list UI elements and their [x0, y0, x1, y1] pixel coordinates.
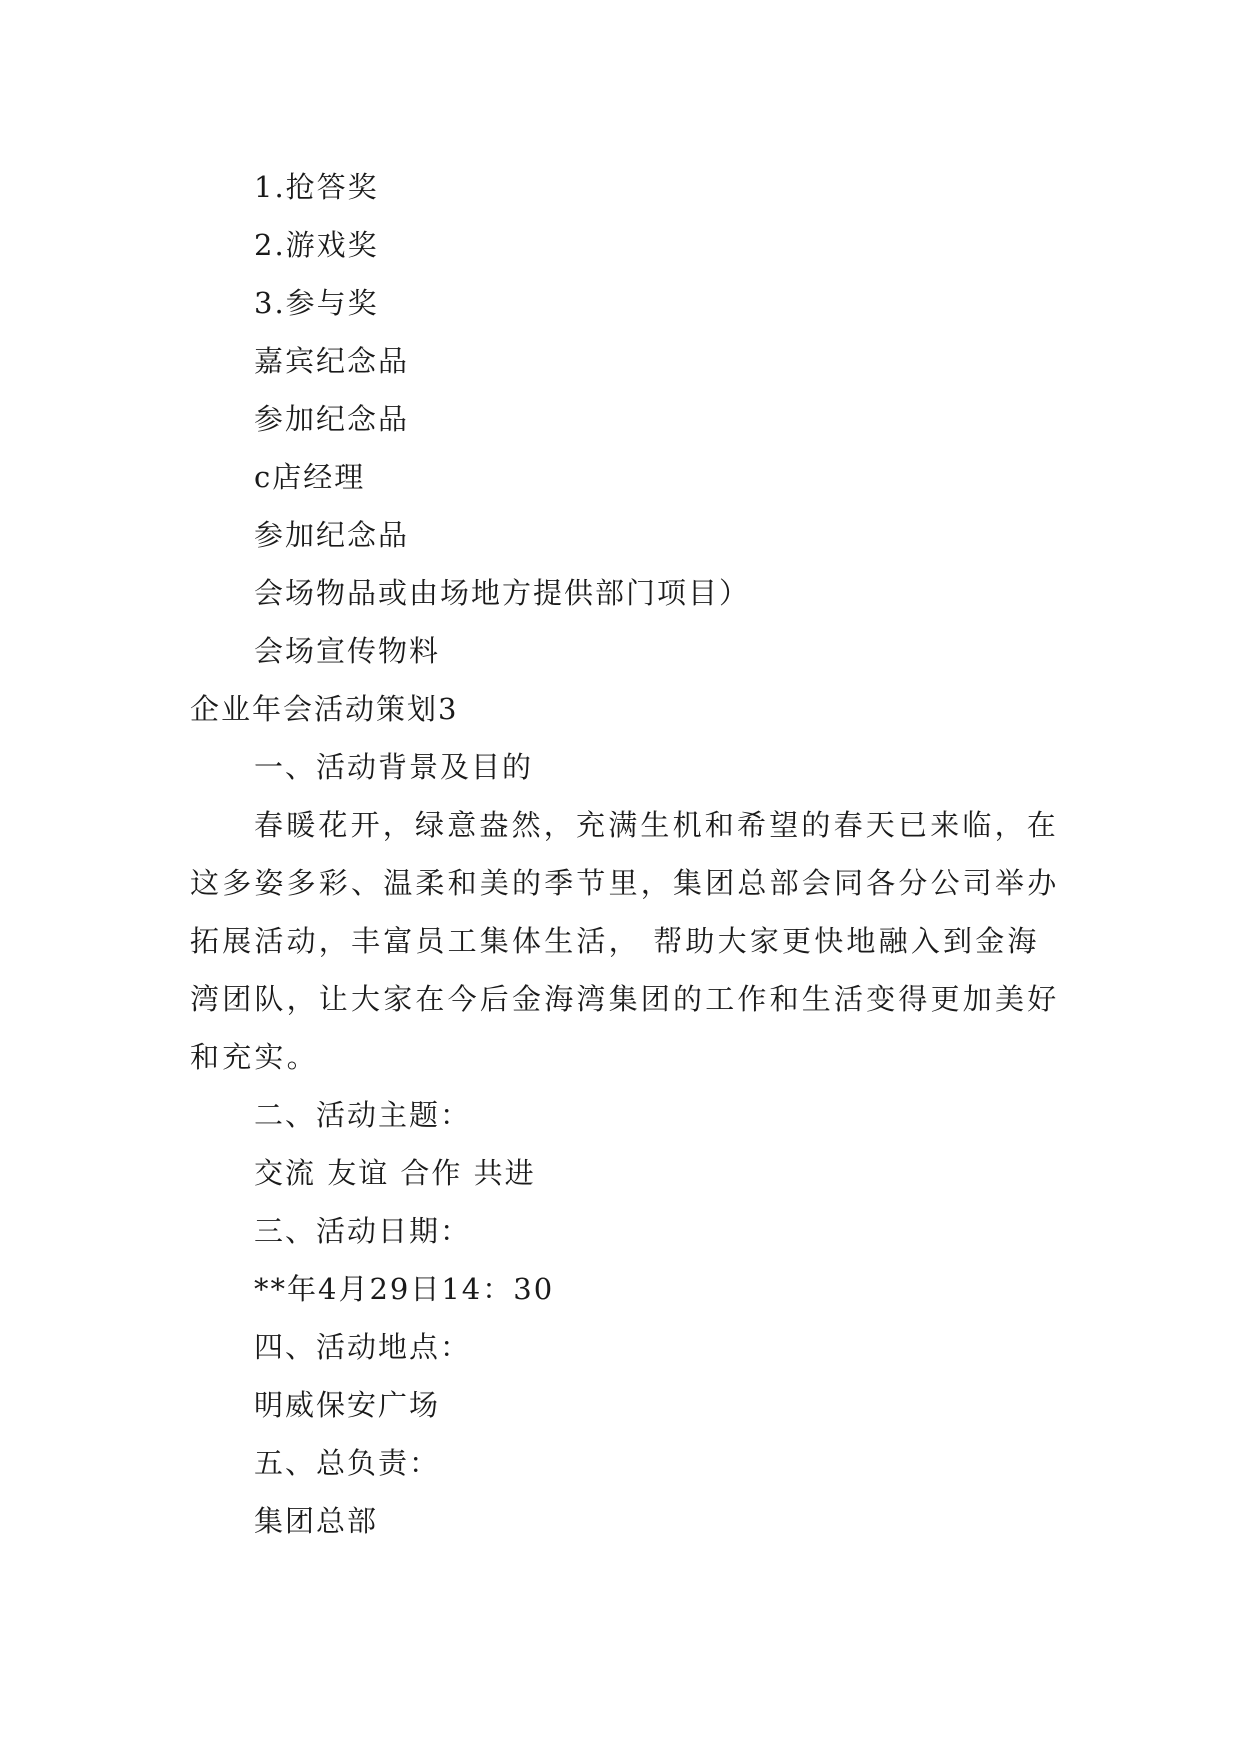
section-heading-background: 一、活动背景及目的 — [254, 750, 534, 784]
document-body — [190, 158, 1060, 1550]
section-heading-location: 四、活动地点： — [254, 1330, 472, 1364]
list-item: 3.参与奖 — [254, 286, 379, 320]
section-heading-responsible: 五、总负责： — [254, 1446, 441, 1480]
date-text: **年4月29日14：30 — [254, 1272, 555, 1306]
background-paragraph: 春暖花开，绿意盎然，充满生机和希望的春天已来临，在这多姿多彩、温柔和美的季节里，集团总部会同各分公司举办拓展活动，丰富员工集体生活， 帮助大家更快地融入到金海湾团队，让大家在今后金海湾集团的工作和生活变得更加美好和充实。 — [190, 808, 1060, 1074]
section-title: 企业年会活动策划3 — [190, 692, 459, 726]
list-item: c店经理 — [254, 460, 366, 494]
location-text: 明威保安广场 — [254, 1388, 441, 1422]
list-item: 会场宣传物料 — [254, 634, 441, 668]
theme-text: 交流 友谊 合作 共进 — [254, 1156, 536, 1190]
responsible-text: 集团总部 — [254, 1504, 379, 1538]
section-heading-date: 三、活动日期： — [254, 1214, 472, 1248]
list-item: 嘉宾纪念品 — [254, 344, 410, 378]
list-item: 1.抢答奖 — [254, 170, 379, 204]
list-item: 会场物品或由场地方提供部门项目） — [254, 576, 751, 610]
list-item: 2.游戏奖 — [254, 228, 379, 262]
list-item: 参加纪念品 — [254, 518, 410, 552]
list-item: 参加纪念品 — [254, 402, 410, 436]
section-heading-theme: 二、活动主题： — [254, 1098, 472, 1132]
